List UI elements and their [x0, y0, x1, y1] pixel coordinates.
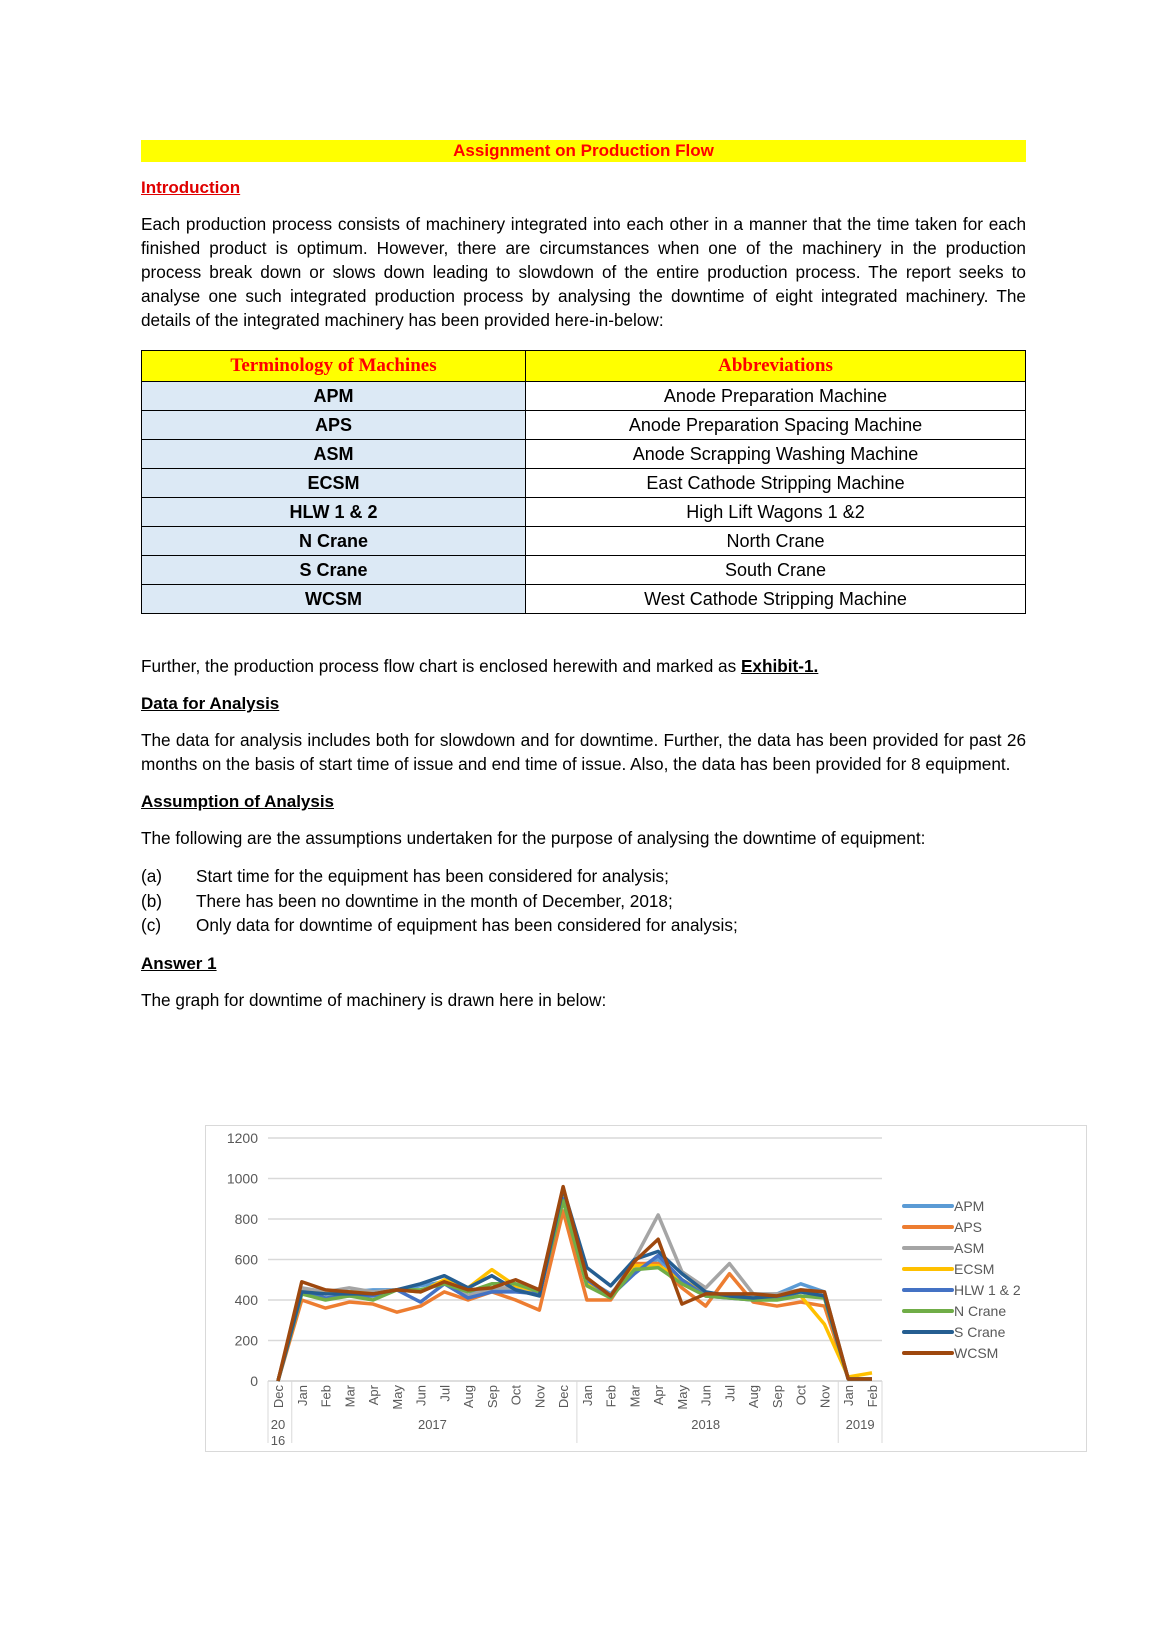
year-group-label-cont: 16: [270, 1433, 286, 1448]
x-tick-label: Feb: [865, 1385, 880, 1408]
exhibit-sentence: Further, the production process flow chart is enclosed herewith and marked as: [141, 656, 741, 676]
x-tick-label: Jan: [579, 1385, 595, 1406]
y-tick-label: 200: [234, 1332, 258, 1349]
year-group-label: 2018: [691, 1417, 721, 1432]
x-tick-label: Jun: [698, 1385, 714, 1406]
exhibit-paragraph: [141, 654, 1026, 678]
y-tick-label: 600: [234, 1251, 258, 1268]
term-cell: APM: [142, 382, 526, 411]
exhibit-link[interactable]: Exhibit-1.: [740, 656, 819, 676]
x-tick-label: Oct: [508, 1385, 524, 1406]
list-item: [141, 864, 1026, 889]
x-tick-label: Sep: [769, 1385, 785, 1409]
y-tick-label: 1000: [226, 1170, 258, 1187]
chart-canvas: [206, 1126, 1086, 1451]
list-text: There has been no downtime in the month of December, 2018;: [196, 890, 673, 911]
year-group-label: 20: [270, 1417, 286, 1432]
term-cell: ASM: [142, 440, 526, 469]
term-cell: APS: [142, 411, 526, 440]
x-tick-label: May: [674, 1385, 690, 1410]
introduction-heading: Introduction: [141, 178, 241, 197]
list-marker: (a): [141, 866, 163, 886]
x-tick-label: Feb: [603, 1385, 619, 1408]
data-analysis-heading: Data for Analysis: [141, 694, 280, 713]
data-analysis-paragraph: The data for analysis includes both for slowdown and for downtime. Further, the data has been provided for past 26 months on the basis of start time of issue and end time of issue. Also, the data has been provided for 8 equipment.: [141, 730, 1026, 774]
legend-label: APM: [954, 1198, 985, 1214]
x-tick-label: Mar: [342, 1385, 358, 1408]
assumption-list: [141, 864, 1026, 938]
list-item: [141, 889, 1026, 914]
document-page: [141, 140, 1026, 1012]
x-tick-label: Nov: [532, 1385, 548, 1409]
y-tick-label: 800: [234, 1211, 258, 1227]
assumption-heading: Assumption of Analysis: [141, 792, 335, 811]
x-tick-label: Nov: [817, 1385, 833, 1409]
x-tick-label: Dec: [271, 1385, 286, 1409]
abbreviation-cell: South Crane: [526, 556, 1026, 585]
x-tick-label: Jul: [437, 1385, 453, 1402]
legend-label: WCSM: [954, 1345, 999, 1361]
series-line: [278, 1187, 872, 1381]
legend-label: APS: [954, 1219, 983, 1235]
answer-heading: Answer 1: [141, 953, 217, 973]
assumption-paragraph: The following are the assumptions undertaken for the purpose of analysing the downtime of equipment:: [141, 828, 926, 848]
legend-label: S Crane: [954, 1324, 1006, 1340]
x-tick-label: Mar: [627, 1385, 643, 1408]
term-cell: N Crane: [142, 527, 526, 556]
x-tick-label: Feb: [318, 1385, 334, 1408]
y-tick-label: 400: [234, 1292, 258, 1308]
x-tick-label: Oct: [793, 1385, 809, 1406]
abbreviation-cell: Anode Preparation Spacing Machine: [526, 411, 1026, 440]
table-row: [142, 411, 1026, 440]
term-cell: S Crane: [142, 556, 526, 585]
list-item: [141, 913, 1026, 938]
answer-paragraph: The graph for downtime of machinery is drawn here in below:: [141, 989, 607, 1010]
table-row: [142, 440, 1026, 469]
list-text: Start time for the equipment has been considered for analysis;: [196, 866, 669, 886]
downtime-line-chart: [205, 1125, 1087, 1452]
y-tick-label: 1200: [226, 1130, 258, 1146]
table-row: [142, 469, 1026, 498]
x-tick-label: Jul: [722, 1385, 738, 1402]
table-row: [142, 556, 1026, 585]
table-row: [142, 527, 1026, 556]
legend-label: ECSM: [954, 1261, 995, 1277]
x-tick-label: Dec: [556, 1385, 572, 1409]
term-cell: WCSM: [142, 585, 526, 614]
y-tick-label: 0: [250, 1373, 258, 1389]
list-text: Only data for downtime of equipment has been considered for analysis;: [196, 915, 738, 935]
year-group-label: 2019: [845, 1417, 875, 1432]
abbreviation-cell: Anode Scrapping Washing Machine: [526, 440, 1026, 469]
legend-label: N Crane: [954, 1303, 1007, 1319]
x-tick-label: Jan: [294, 1385, 310, 1406]
x-tick-label: Apr: [651, 1385, 667, 1406]
series-line: [278, 1189, 872, 1381]
table-row: [142, 585, 1026, 614]
abbreviation-cell: Anode Preparation Machine: [526, 382, 1026, 411]
term-cell: HLW 1 & 2: [142, 498, 526, 527]
document-title: Assignment on Production Flow: [141, 140, 1026, 162]
table-header-abbreviations: Abbreviations: [526, 351, 1026, 382]
x-tick-label: Aug: [461, 1385, 477, 1409]
table-row: [142, 382, 1026, 411]
x-tick-label: Jan: [841, 1385, 857, 1406]
machine-terminology-table: [141, 350, 1026, 614]
list-marker: (c): [141, 915, 162, 935]
x-tick-label: Sep: [484, 1385, 500, 1409]
term-cell: ECSM: [142, 469, 526, 498]
abbreviation-cell: High Lift Wagons 1 &2: [526, 498, 1026, 527]
x-tick-label: Aug: [746, 1385, 762, 1409]
legend-label: HLW 1 & 2: [954, 1282, 1021, 1298]
table-row: [142, 498, 1026, 527]
x-tick-label: Jun: [413, 1385, 429, 1406]
abbreviation-cell: North Crane: [526, 527, 1026, 556]
abbreviation-cell: East Cathode Stripping Machine: [526, 469, 1026, 498]
legend-label: ASM: [954, 1240, 985, 1256]
x-tick-label: May: [389, 1385, 405, 1410]
list-marker: (b): [141, 890, 163, 911]
year-group-label: 2017: [417, 1417, 447, 1432]
abbreviation-cell: West Cathode Stripping Machine: [526, 585, 1026, 614]
x-tick-label: Apr: [366, 1385, 382, 1406]
table-header-terminology: Terminology of Machines: [142, 351, 526, 382]
introduction-paragraph: Each production process consists of machinery integrated into each other in a manner that the time taken for each finished product is optimum. However, there are circumstances when one of the machinery in the production process break down or slows down leading to slowdown of the entire production process. The report seeks to analyse one such integrated production process by analysing the downtime of eight integrated machinery. The details of the integrated machinery has been provided here-in-below:: [141, 214, 1026, 330]
